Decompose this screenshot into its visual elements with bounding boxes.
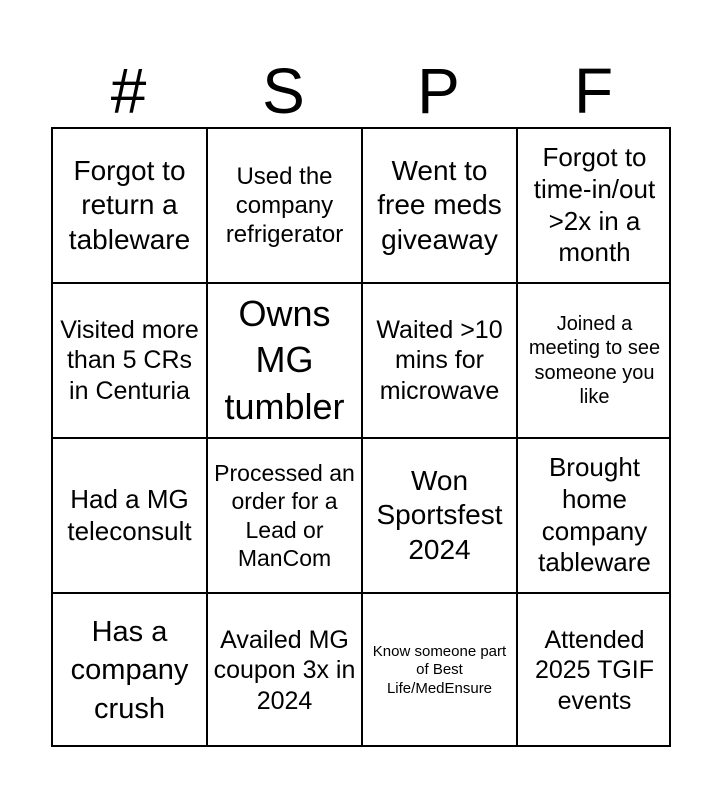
header-letter-hash: # (110, 55, 147, 127)
bingo-cell[interactable] (51, 592, 206, 747)
bingo-cell-text: Has a company crush (70, 616, 189, 725)
bingo-cell-text: Owns MG tumbler (224, 293, 345, 427)
bingo-cell-text: Attended 2025 TGIF events (534, 625, 655, 715)
bingo-cell-text: Availed MG coupon 3x in 2024 (213, 625, 356, 715)
bingo-cell[interactable] (516, 127, 671, 282)
header-letter-p: P (417, 55, 460, 127)
bingo-cell[interactable] (206, 282, 361, 437)
bingo-cell-text: Brought home company tableware (538, 452, 651, 578)
bingo-cell[interactable] (361, 437, 516, 592)
bingo-cell-text: Know someone part of Best Life/MedEnsure (372, 643, 507, 697)
bingo-cell-text: Processed an order for a Lead or ManCom (214, 460, 355, 571)
bingo-cell[interactable] (361, 282, 516, 437)
bingo-cell[interactable] (206, 437, 361, 592)
bingo-cell-text: Won Sportsfest 2024 (376, 465, 503, 565)
bingo-cell-text: Joined a meeting to see someone you like (528, 312, 661, 408)
bingo-cell[interactable] (51, 127, 206, 282)
bingo-cell[interactable] (51, 437, 206, 592)
bingo-cell[interactable] (206, 127, 361, 282)
bingo-cell[interactable] (516, 592, 671, 747)
header-letter-f: F (573, 55, 614, 127)
bingo-board (51, 127, 671, 747)
bingo-cell-text: Forgot to return a tableware (68, 155, 191, 255)
bingo-cell-text: Forgot to time-in/out >2x in a month (533, 142, 656, 268)
bingo-cell[interactable] (51, 282, 206, 437)
bingo-cell-text: Had a MG teleconsult (67, 483, 192, 546)
header-letter-s: S (262, 55, 305, 127)
bingo-cell[interactable] (516, 282, 671, 437)
bingo-cell-text: Went to free meds giveaway (377, 155, 502, 255)
bingo-cell[interactable] (361, 127, 516, 282)
bingo-cell[interactable] (361, 592, 516, 747)
bingo-cell[interactable] (516, 437, 671, 592)
bingo-cell-text: Used the company refrigerator (225, 162, 344, 249)
bingo-cell[interactable] (206, 592, 361, 747)
bingo-cell-text: Waited >10 mins for microwave (376, 315, 503, 405)
bingo-cell-text: Visited more than 5 CRs in Centuria (60, 315, 199, 405)
bingo-header (51, 55, 671, 127)
